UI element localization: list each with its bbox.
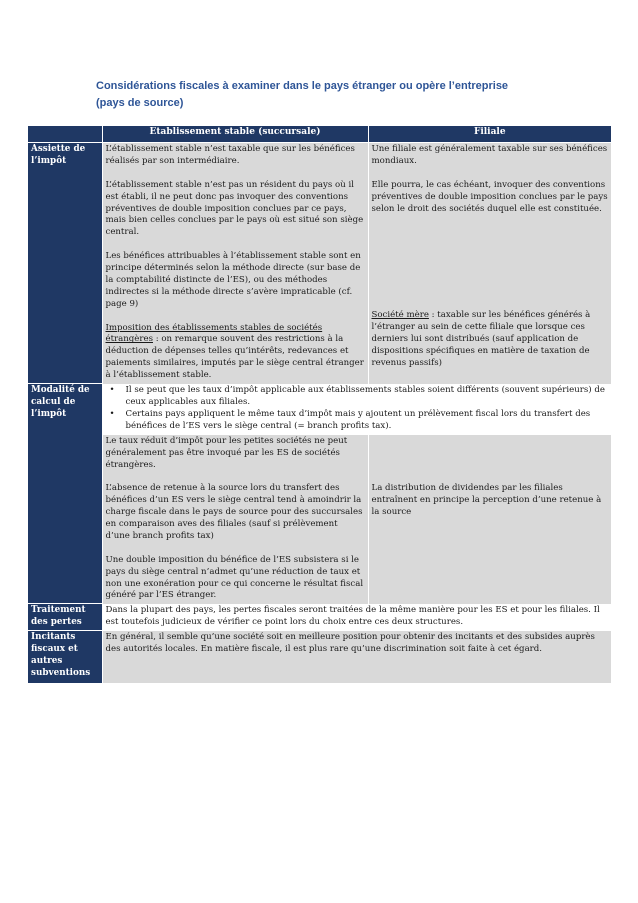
cell-pertes: Dans la plupart des pays, les pertes fiscales seront traitées de la même manière pour les ES et pour les filiales. Il est toutefois judicieux de vérifier ce point lors du choix entre ces deux structures. bbox=[102, 604, 611, 631]
assiette-es-para-3: Les bénéfices attribuables à l’établissement stable sont en principe déterminés selon la méthode directe (sur base de la comptabilité distincte de l’ES), ou des méthodes indirectes si la méthode directe s’avère impraticable (cf. page 9) bbox=[105, 251, 361, 309]
table-row bbox=[28, 384, 611, 435]
row-label-assiette: Assiette de l’impôt bbox=[28, 143, 102, 384]
header-filiale: Filiale bbox=[368, 126, 611, 143]
header-empty bbox=[28, 126, 102, 143]
modalite-es-para-3: Une double imposition du bénéfice de l’ES subsistera si le pays du siège central n’admet qu’une réduction de taux et non une exonération pour ce qui concerne le résultat fiscal généré par l’ES étranger. bbox=[105, 554, 364, 601]
row-label-pertes: Traitement des pertes bbox=[28, 604, 102, 631]
assiette-es-para-2: L’établissement stable n’est pas un résident du pays où il est établi, il ne peut donc pas invoquer des conventions préventives de double imposition conclues par ce pays, mais bien celles conclues par le pays où est situé son siège central. bbox=[105, 179, 364, 238]
societe-mere-text: : taxable sur les bénéfices générés à l’étranger au sein de cette filiale que lorsque ces derniers lui sont distribués (sauf application de dispositions spécifiques en matière de taxation de revenus passifs) bbox=[371, 310, 591, 369]
modalite-es-para-1: Le taux réduit d’impôt pour les petites sociétés ne peut généralement pas être invoqué par les ES de sociétés étrangères. bbox=[105, 435, 348, 470]
cell-incitants: En général, il semble qu’une société soit en meilleure position pour obtenir des incitants et des subsides auprès des autorités locales. En matière fiscale, il est plus rare qu’une discrimination soit faite à cet égard. bbox=[102, 631, 611, 684]
assiette-filiale-mere bbox=[372, 310, 609, 370]
cell-modalite-filiale bbox=[368, 434, 611, 604]
table-row bbox=[28, 434, 611, 604]
assiette-filiale-para-2: Elle pourra, le cas échéant, invoquer des conventions préventives de double imposition conclues par le pays selon le droit des sociétés duquel elle est constituée. bbox=[371, 179, 608, 214]
imposition-text: : on remarque souvent des restrictions à la déduction de dépenses telles qu’intérêts, redevances et paiements similaires, imputés par le siège central étranger à l’établissement stable. bbox=[105, 334, 364, 381]
assiette-filiale-para-1: Une filiale est généralement taxable sur ses bénéfices mondiaux. bbox=[371, 144, 608, 166]
title-line-1: Considérations fiscales à examiner dans le pays étranger ou opère l’entreprise bbox=[96, 80, 509, 92]
row-label-modalite: Modalité de calcul de l’impôt bbox=[28, 384, 102, 604]
modalite-filiale-text: La distribution de dividendes par les filiales entraînent en principe la perception d’une retenue à la source bbox=[371, 482, 602, 517]
modalite-bullet-list bbox=[106, 385, 609, 433]
cell-assiette-es bbox=[102, 143, 368, 384]
comparison-table bbox=[28, 126, 611, 683]
imposition-title: Imposition des établissements stables de sociétés étrangères bbox=[105, 322, 323, 345]
table-row bbox=[28, 631, 611, 684]
row-label-incitants: Incitants fiscaux et autres subventions bbox=[28, 631, 102, 684]
cell-assiette-filiale bbox=[368, 143, 611, 384]
table-row bbox=[28, 604, 611, 631]
cell-modalite-bullets bbox=[102, 384, 611, 435]
table-header-row bbox=[28, 126, 611, 143]
cell-modalite-es bbox=[102, 434, 368, 604]
assiette-es-imposition bbox=[106, 323, 365, 383]
societe-mere-title: Société mère bbox=[371, 310, 429, 321]
document-title bbox=[96, 78, 556, 112]
list-item: • Il se peut que les taux d’impôt applicable aux établissements stables soient différents (souvent supérieurs) de ceux applicables aux filiales. bbox=[126, 385, 609, 409]
table-row bbox=[28, 143, 611, 384]
header-etablissement-stable: Etablissement stable (succursale) bbox=[102, 126, 368, 143]
assiette-es-para-1: L’établissement stable n’est taxable que sur les bénéfices réalisés par son intermédiaire. bbox=[105, 144, 355, 166]
list-item: • Certains pays appliquent le même taux d’impôt mais y ajoutent un prélèvement fiscal lors du transfert des bénéfices de l’ES vers le siège central (= branch profits tax). bbox=[126, 409, 609, 433]
title-line-2: (pays de source) bbox=[96, 97, 184, 109]
modalite-es-para-2: L’absence de retenue à la source lors du transfert des bénéfices d’un ES vers le siège central tend à amoindrir la charge fiscale dans le pays de source pour des succursales en comparaison aves des filiales (sauf si prélèvement d’une branch profits tax) bbox=[105, 483, 363, 541]
